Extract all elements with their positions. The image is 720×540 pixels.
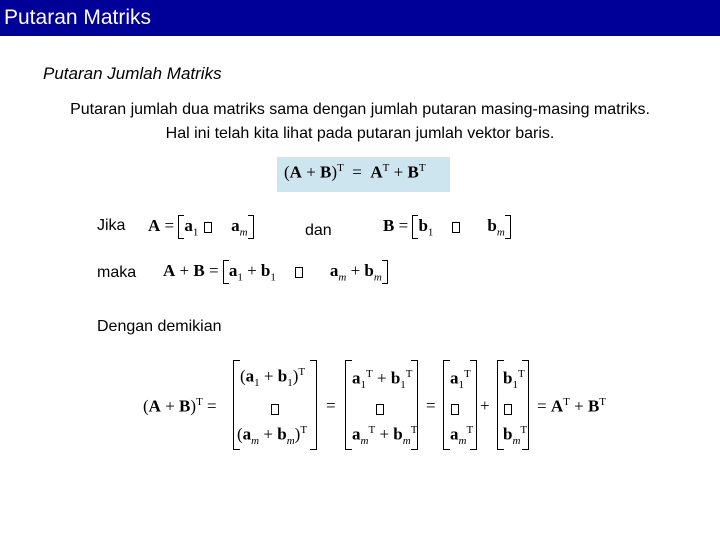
plus-sign: +	[480, 396, 490, 415]
matrix-a-definition: $A = a_1$ $a_m$	[148, 215, 254, 239]
main-formula: $(A + B)^T = A^T + B^T$	[284, 162, 426, 182]
matrix-b-definition: $B = b_1$ $b_m$	[383, 215, 511, 239]
label-jika: Jika	[97, 217, 126, 234]
col3-top: $a_1^T$	[450, 368, 471, 392]
derivation-lhs: $(A + B)^T$ =	[143, 396, 217, 416]
sum-definition: $A + B = a_1 + b_1$ $a_m + b_m$	[163, 260, 388, 284]
label-dengan-demikian: Dengan demikian	[97, 318, 222, 335]
col3-mid	[445, 398, 465, 418]
col2-mid	[370, 398, 390, 418]
eq-sign-3: =	[426, 396, 436, 415]
eq-sign-2: =	[326, 396, 336, 415]
col4-top: $b_1^T$	[503, 368, 525, 392]
label-maka: maka	[97, 264, 137, 281]
col3-bot: $a_m^T$	[450, 424, 474, 448]
col1-top: $(a_1 + b_1)^T$	[240, 366, 306, 390]
col2-left-bracket	[345, 360, 352, 450]
col2-right-bracket	[411, 360, 418, 450]
intro-paragraph: Putaran jumlah dua matriks sama dengan jumlah putaran masing-masing matriks. Hal ini telah kita lihat pada putaran jumlah vektor baris.	[70, 101, 650, 142]
title-bar	[0, 0, 720, 36]
col3-right-bracket	[470, 360, 477, 450]
label-dan: dan	[305, 222, 332, 239]
col1-mid	[265, 398, 285, 418]
col4-right-bracket	[522, 360, 529, 450]
col4-mid	[498, 398, 518, 418]
col1-right-bracket	[310, 360, 317, 450]
col1-bot: $(a_m + b_m)^T$	[237, 424, 308, 448]
col2-bot: $a_m^T + b_m^T$	[352, 424, 418, 448]
col2-top: $a_1^T + b_1^T$	[352, 368, 413, 392]
page-title: Putaran Matriks	[4, 6, 152, 29]
derivation-rhs: = $A^T + B^T$	[537, 396, 607, 416]
section-subtitle: Putaran Jumlah Matriks	[43, 64, 222, 83]
col4-bot: $b_m^T$	[503, 424, 528, 448]
